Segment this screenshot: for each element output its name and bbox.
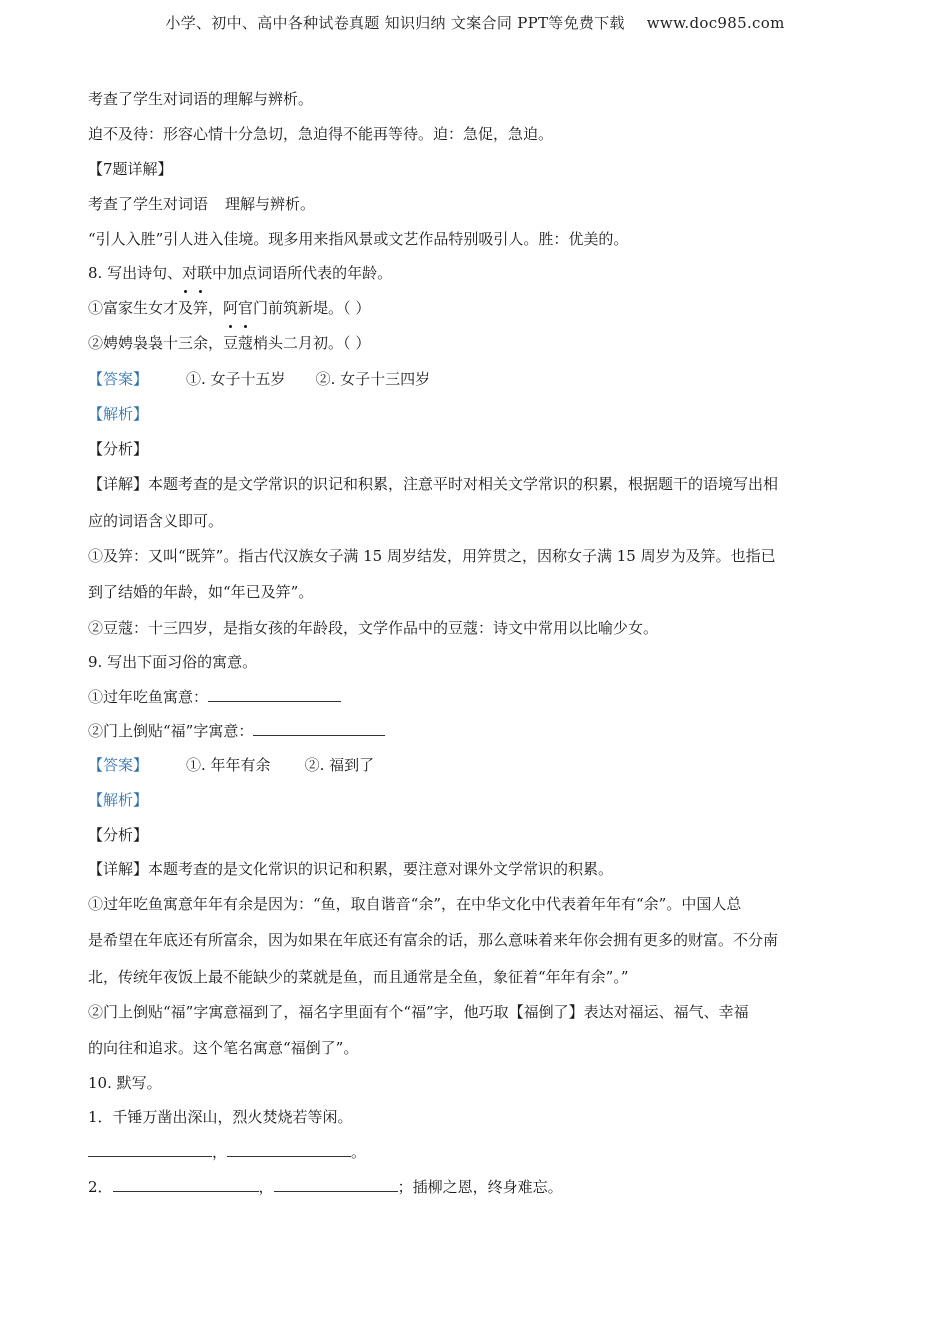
q8-detail-5: ②豆蔻：十三四岁，是指女孩的年龄段，文学作品中的豆蔻：诗文中常用以比喻少女。 [88,619,659,637]
header-site: www.doc985.com [646,14,785,32]
q8-item-2 [88,333,370,353]
q9-answer-1: ①. 年年有余 [186,756,271,774]
q10-comma-1: ， [212,1143,228,1161]
header-text: 小学、初中、高中各种试卷真题 知识归纳 文案合同 PPT等免费下载 [165,14,625,32]
q9-item-1-blank[interactable] [208,687,341,702]
q9-detail-3: 是希望在年底还有所富余，因为如果在年底还有富余的话，那么意味着来年你会拥有更多的财富。不分南 [88,931,779,949]
q9-item-1-label: ①过年吃鱼寓意： [88,688,209,706]
q9-detail-1: 【详解】本题考查的是文化常识的识记和积累，要注意对课外文学常识的积累。 [88,860,614,878]
q9-question: 9. 写出下面习俗的寓意。 [88,653,258,671]
q8-question: 8. 写出诗句、对联中加点词语所代表的年龄。 [88,264,393,282]
q9-item-2 [88,721,385,741]
q8-detail-1: 【详解】本题考查的是文学常识的识记和积累，注意平时对相关文学常识的积累，根据题干的语境写出相 [88,475,779,493]
q8-detail-2: 应的词语含义即可。 [88,512,224,530]
q8-answer [88,369,430,389]
q10-item-1: 1．千锤万凿出深山，烈火焚烧若等闲。 [88,1108,353,1126]
q9-item-1 [88,687,341,707]
q9-item-2-label: ②门上倒贴“福”字寓意： [88,722,254,740]
q6-line-2: 迫不及待：形容心情十分急切，急迫得不能再等待。迫：急促，急迫。 [88,125,554,143]
q9-answer-2: ②. 福到了 [304,756,375,774]
q8-answer-1: ①. 女子十五岁 [186,370,286,388]
q8-item-1-post: ，阿官门前筑新堤。（ ） [208,299,371,317]
q8-item-2-post: 梢头二月初。（ ） [253,334,371,352]
q10-item-2-num: 2． [88,1178,113,1196]
page-header [0,12,950,33]
q7-line-1 [88,194,315,214]
q10-blank-2[interactable] [227,1142,351,1157]
q9-detail-6: 的向往和追求。这个笔名寓意“福倒了”。 [88,1039,359,1057]
q8-fenxi: 【分析】 [88,440,149,458]
q9-detail-4: 北，传统年夜饭上最不能缺少的菜就是鱼，而且通常是全鱼，象征着“年年有余”。” [88,968,629,986]
q9-item-2-blank[interactable] [253,721,385,736]
q8-item-1-pre: ①富家生女才 [88,299,179,317]
q8-item-2-dotted-1: 豆 [223,334,239,352]
q8-jiexi: 【解析】 [88,405,149,423]
q7-line-1b: 理解与辨析。 [225,195,316,213]
q8-answer-label: 【答案】 [88,370,149,388]
q9-fenxi: 【分析】 [88,826,149,844]
q10-blank-3[interactable] [113,1177,259,1192]
q8-item-1-dotted-2: 笄 [193,299,209,317]
q7-line-1a: 考查了学生对词语 [88,195,209,213]
q10-comma-2: ， [258,1178,274,1196]
q8-item-2-pre: ②娉娉袅袅十三余， [88,334,224,352]
q9-answer-label: 【答案】 [88,756,149,774]
q8-detail-3: ①及笄：又叫“既笄”。指古代汉族女子满 15 周岁结发，用笄贯之，因称女子满 15 周岁为及笄。也指已 [88,547,776,565]
q9-detail-5: ②门上倒贴“福”字寓意福到了，福名字里面有个“福”字，他巧取【福倒了】表达对福运、福气、幸福 [88,1003,749,1021]
q8-item-1-dotted-1: 及 [178,299,194,317]
q8-item-1 [88,298,370,318]
q7-title: 【7题详解】 [88,160,173,178]
q10-item-2 [88,1177,563,1197]
q9-answer [88,755,374,775]
q8-answer-2: ②. 女子十三四岁 [315,370,431,388]
q8-detail-4: 到了结婚的年龄，如“年已及笄”。 [88,583,314,601]
q6-line-1: 考查了学生对词语的理解与辨析。 [88,90,314,108]
q10-item-2-post: ；插柳之恩，终身难忘。 [397,1178,563,1196]
q10-item-1-blanks [88,1142,366,1162]
q10-blank-1[interactable] [88,1142,212,1157]
q8-item-2-dotted-2: 蔻 [238,334,254,352]
q7-line-2: “引人入胜”引人进入佳境。现多用来指风景或文艺作品特别吸引人。胜：优美的。 [88,230,629,248]
q10-blank-4[interactable] [274,1177,398,1192]
q9-detail-2: ①过年吃鱼寓意年年有余是因为：“鱼，取自谐音“余”，在中华文化中代表着年年有“余”。中国人总 [88,895,742,913]
q9-jiexi: 【解析】 [88,791,149,809]
q10-question: 10. 默写。 [88,1074,162,1092]
q10-period: 。 [351,1143,367,1161]
